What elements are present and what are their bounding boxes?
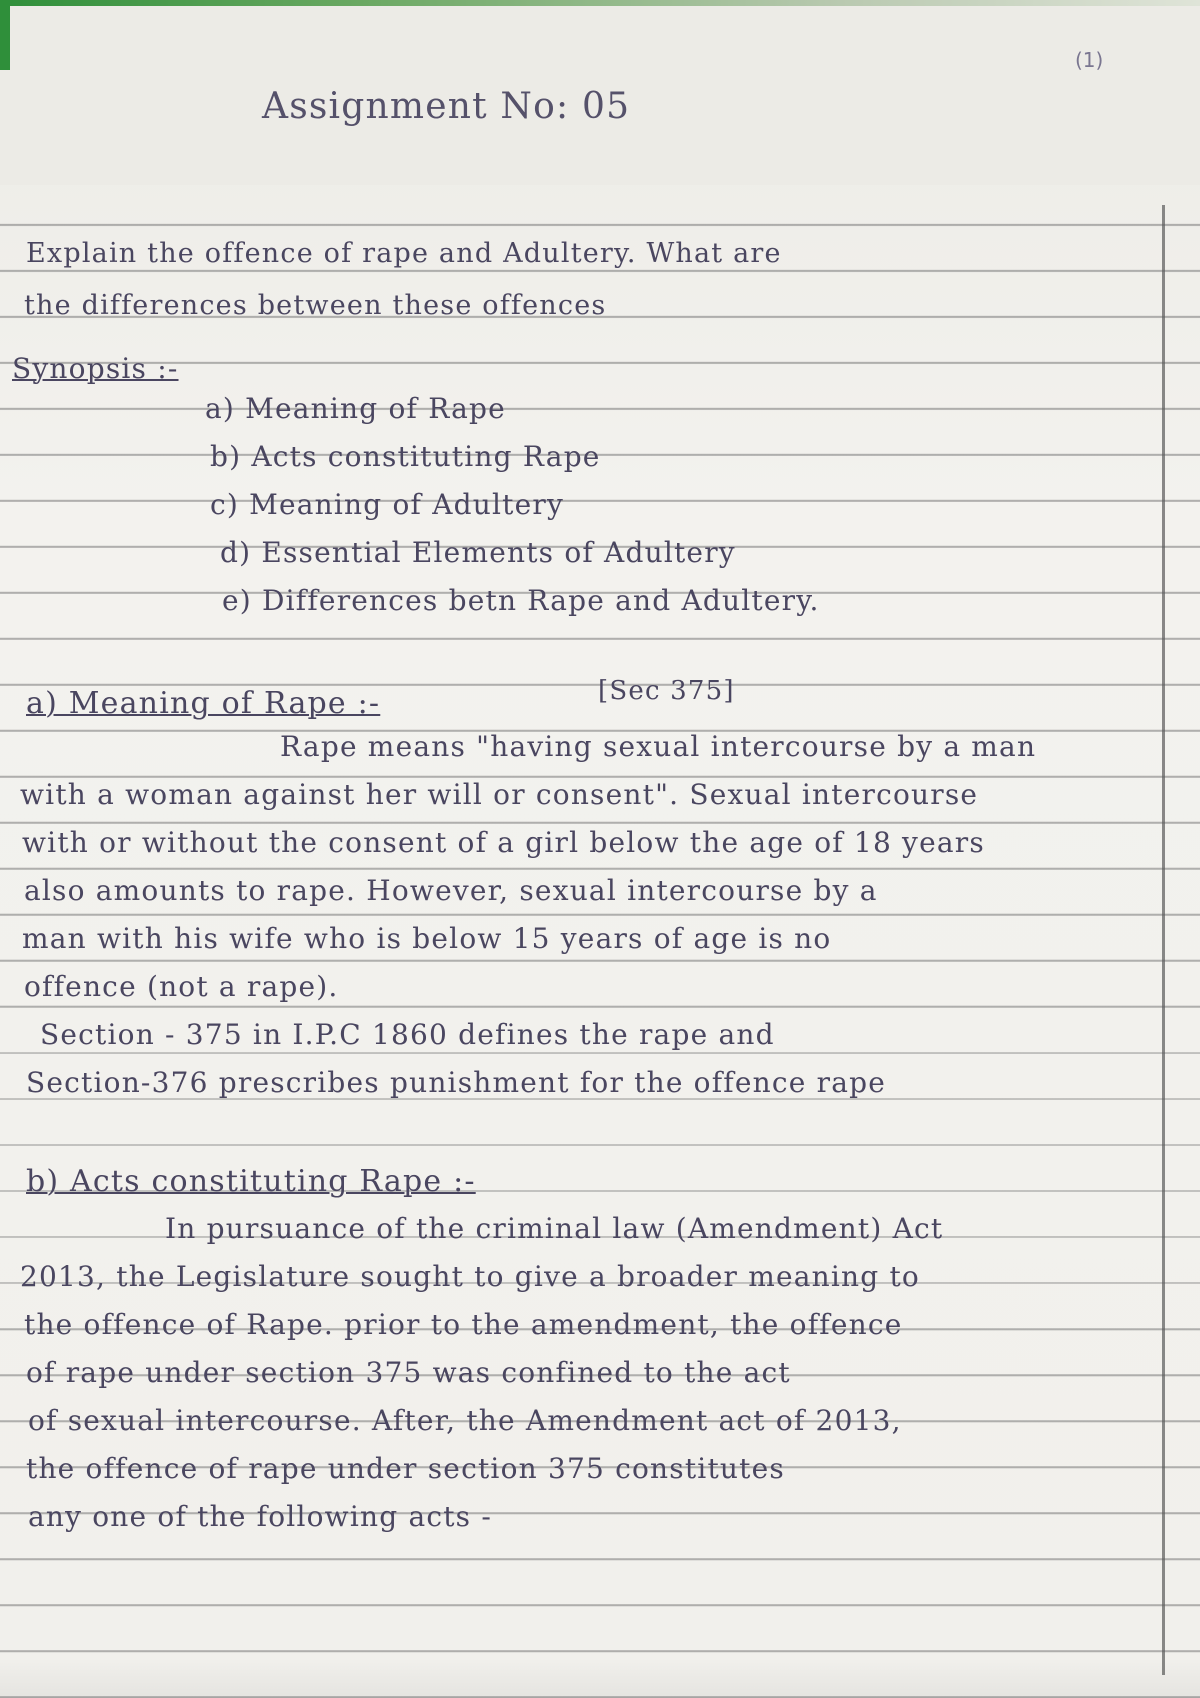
page-bottom-shadow xyxy=(0,1658,1200,1698)
section-a-line: Section-376 prescribes punishment for the offence rape xyxy=(26,1066,886,1099)
synopsis-item: e) Differences betn Rape and Adultery. xyxy=(222,584,820,617)
section-a-line: man with his wife who is below 15 years of age is no xyxy=(22,922,832,955)
section-a-line: Rape means "having sexual intercourse by a man xyxy=(280,730,1037,763)
section-a-line: also amounts to rape. However, sexual intercourse by a xyxy=(24,874,878,907)
section-b-line: of rape under section 375 was confined to the act xyxy=(26,1356,791,1389)
synopsis-item: b) Acts constituting Rape xyxy=(210,440,601,473)
green-top-edge xyxy=(0,0,1200,6)
assignment-title: Assignment No: 05 xyxy=(262,86,631,127)
section-a-heading: a) Meaning of Rape :- xyxy=(26,686,381,721)
section-b-line: any one of the following acts - xyxy=(28,1500,493,1533)
synopsis-label: Synopsis :- xyxy=(12,352,179,385)
section-b-line: In pursuance of the criminal law (Amendment) Act xyxy=(165,1212,944,1245)
section-a-line: with a woman against her will or consent". Sexual intercourse xyxy=(20,778,979,811)
section-b-line: 2013, the Legislature sought to give a broader meaning to xyxy=(20,1260,920,1293)
question-line-1: Explain the offence of rape and Adultery. What are xyxy=(26,238,782,269)
section-b-line: of sexual intercourse. After, the Amendment act of 2013, xyxy=(28,1404,902,1437)
section-b-heading: b) Acts constituting Rape :- xyxy=(26,1164,476,1199)
section-b-line: the offence of rape under section 375 constitutes xyxy=(26,1452,785,1485)
section-a-line: offence (not a rape). xyxy=(24,970,339,1003)
section-a-reference: [Sec 375] xyxy=(598,676,735,706)
synopsis-item: a) Meaning of Rape xyxy=(205,392,506,425)
section-a-line: with or without the consent of a girl below the age of 18 years xyxy=(22,826,985,859)
section-b-line: the offence of Rape. prior to the amendment, the offence xyxy=(24,1308,903,1341)
section-a-line: Section - 375 in I.P.C 1860 defines the rape and xyxy=(40,1018,775,1051)
question-line-2: the differences between these offences xyxy=(24,290,607,321)
synopsis-item: d) Essential Elements of Adultery xyxy=(220,536,736,569)
page-number: (1) xyxy=(1075,48,1104,72)
right-margin-line xyxy=(1162,205,1165,1675)
synopsis-item: c) Meaning of Adultery xyxy=(210,488,564,521)
green-corner-edge xyxy=(0,0,10,70)
